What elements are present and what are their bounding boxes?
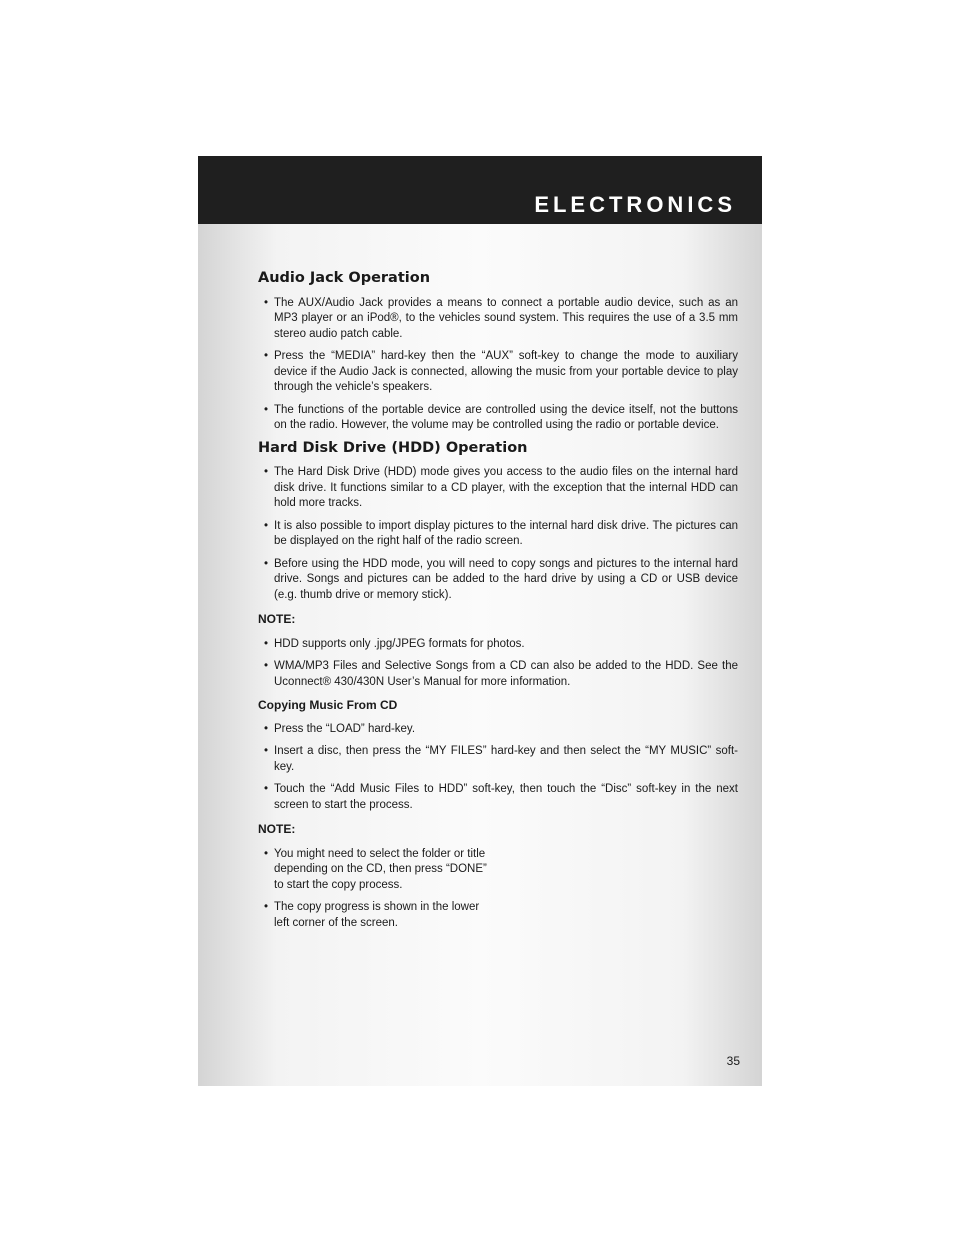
list-item: • The copy progress is shown in the lower left corner of the screen.: [258, 900, 494, 931]
list-item: • Press the “MEDIA” hard-key then the “AUX” soft-key to change the mode to auxiliary device if the Audio Jack is connected, allowing the music from your portable device to play through the vehicle’s speakers.: [258, 349, 738, 396]
note-label: NOTE:: [258, 822, 296, 836]
page-number: 35: [726, 1054, 740, 1068]
subheading-copying-music: Copying Music From CD: [258, 698, 398, 712]
list-item: • You might need to select the folder or title depending on the CD, then press “DONE” to start the copy process.: [258, 847, 494, 894]
manual-page: [198, 156, 762, 1086]
section-header-bar: [198, 156, 762, 224]
list-item: • WMA/MP3 Files and Selective Songs from a CD can also be added to the HDD. See the Uconnect® 430/430N User’s Manual for more information.: [258, 659, 738, 690]
list-item: • Touch the “Add Music Files to HDD” soft-key, then touch the “Disc” soft-key in the next screen to start the process.: [258, 782, 738, 813]
note-label: NOTE:: [258, 612, 296, 626]
page-content: [258, 271, 738, 938]
list-item: • Insert a disc, then press the “MY FILES” hard-key and then select the “MY MUSIC” soft-key.: [258, 744, 738, 775]
section-title: ELECTRONICS: [534, 192, 736, 217]
heading-audio-jack: Audio Jack Operation: [258, 270, 431, 286]
list-item: • HDD supports only .jpg/JPEG formats for photos.: [258, 637, 738, 653]
list-item: • The AUX/Audio Jack provides a means to connect a portable audio device, such as an MP3 player or an iPod®, to the vehicles sound system. This requires the use of a 3.5 mm stereo audio patch cable.: [258, 296, 738, 343]
hdd-note-list: [258, 637, 738, 691]
list-item: • The Hard Disk Drive (HDD) mode gives you access to the audio files on the internal hard disk drive. It functions similar to a CD player, with the exception that the internal HDD can hold more tracks.: [258, 465, 738, 512]
heading-hdd: Hard Disk Drive (HDD) Operation: [258, 439, 528, 456]
hdd-list: [258, 465, 738, 603]
audio-jack-list: [258, 296, 738, 434]
copy-note-list: [258, 847, 494, 932]
list-item: • Before using the HDD mode, you will need to copy songs and pictures to the internal hard drive. Songs and pictures can be added to the hard drive by using a CD or USB device (e.g. thumb drive or memory stick).: [258, 557, 738, 604]
list-item: • Press the “LOAD” hard-key.: [258, 722, 738, 738]
list-item: • The functions of the portable device are controlled using the device itself, not the buttons on the radio. However, the volume may be controlled using the radio or portable device.: [258, 403, 738, 434]
list-item: • It is also possible to import display pictures to the internal hard disk drive. The pictures can be displayed on the right half of the radio screen.: [258, 519, 738, 550]
copy-steps-list: [258, 722, 738, 814]
